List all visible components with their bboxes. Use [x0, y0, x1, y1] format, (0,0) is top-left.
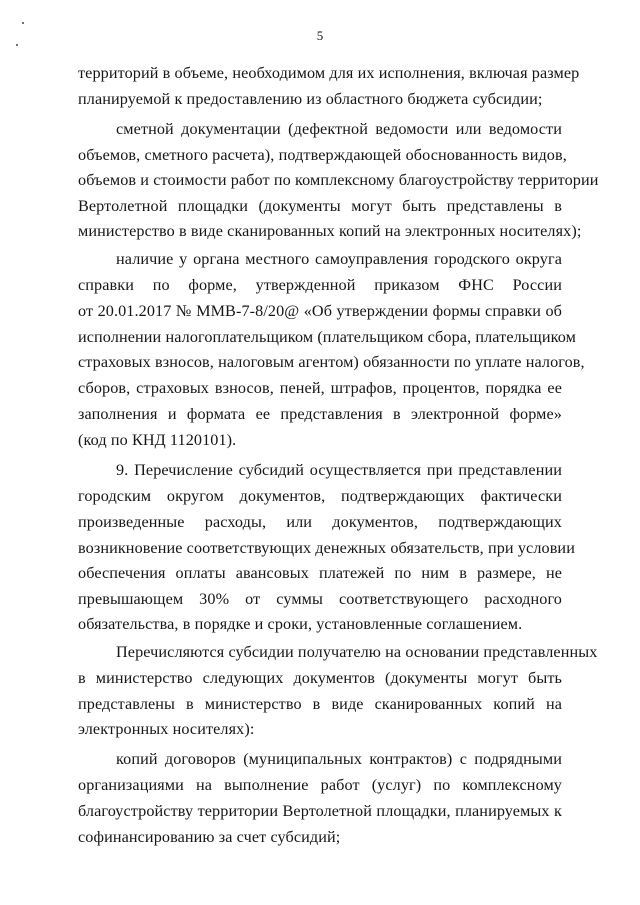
text-line: произведенные расходы, или документов, подтверждающих — [78, 513, 562, 531]
text-line: обеспечения оплаты авансовых платежей по ним в размере, не — [78, 564, 562, 582]
text-line: территорий в объеме, необходимом для их исполнения, включая размер — [78, 64, 580, 82]
text-line: сметной документации (дефектной ведомости или ведомости — [116, 120, 562, 138]
page-number: 5 — [316, 28, 324, 43]
text-line: исполнении налогоплательщиком (плательщиком сбора, плательщиком — [78, 328, 576, 346]
text-line: организациями на выполнение работ (услуг) по комплексному — [78, 776, 562, 794]
scan-speck — [22, 22, 24, 24]
text-line: объемов, сметного расчета), подтверждающей обоснованность видов, — [78, 146, 567, 164]
text-line: справки по форме, утвержденной приказом ФНС России — [78, 276, 562, 294]
scan-speck — [16, 44, 18, 46]
text-line: превышающем 30% от суммы соответствующего расходного — [78, 590, 562, 608]
text-line: 9. Перечисление субсидий осуществляется при представлении — [116, 461, 562, 479]
text-line: объемов и стоимости работ по комплексному благоустройству территории — [78, 171, 599, 189]
text-line: Перечисляются субсидии получателю на основании представленных — [116, 643, 598, 661]
text-line: Вертолетной площадки (документы могут быть представлены в — [78, 197, 562, 215]
text-line: планируемой к предоставлению из областного бюджета субсидии; — [78, 90, 543, 108]
text-line: представлены в министерство в виде сканированных копий на — [78, 695, 562, 713]
text-line: наличие у органа местного самоуправления городского округа — [116, 250, 562, 268]
text-line: возникновение соответствующих денежных обязательств, при условии — [78, 539, 575, 557]
text-line: софинансированию за счет субсидий; — [78, 828, 341, 846]
text-line: заполнения и формата ее представления в электронной форме» — [78, 405, 562, 423]
text-line: страховых взносов, налоговым агентом) обязанности по уплате налогов, — [78, 353, 585, 371]
text-line: от 20.01.2017 № ММВ-7-8/20@ «Об утверждении формы справки об — [78, 302, 562, 320]
text-line: обязательства, в порядке и сроки, установленные соглашением. — [78, 615, 523, 633]
text-line: (код по КНД 1120101). — [78, 431, 237, 449]
text-line: городским округом документов, подтверждающих фактически — [78, 487, 562, 505]
text-line: электронных носителях): — [78, 720, 255, 738]
text-line: министерство в виде сканированных копий на электронных носителях); — [78, 222, 582, 240]
text-line: в министерство следующих документов (документы могут быть — [78, 669, 562, 687]
text-line: копий договоров (муниципальных контрактов) с подрядными — [116, 750, 562, 768]
text-line: благоустройству территории Вертолетной площадки, планируемых к — [78, 802, 562, 820]
text-line: сборов, страховых взносов, пеней, штрафов, процентов, порядка ее — [78, 379, 562, 397]
